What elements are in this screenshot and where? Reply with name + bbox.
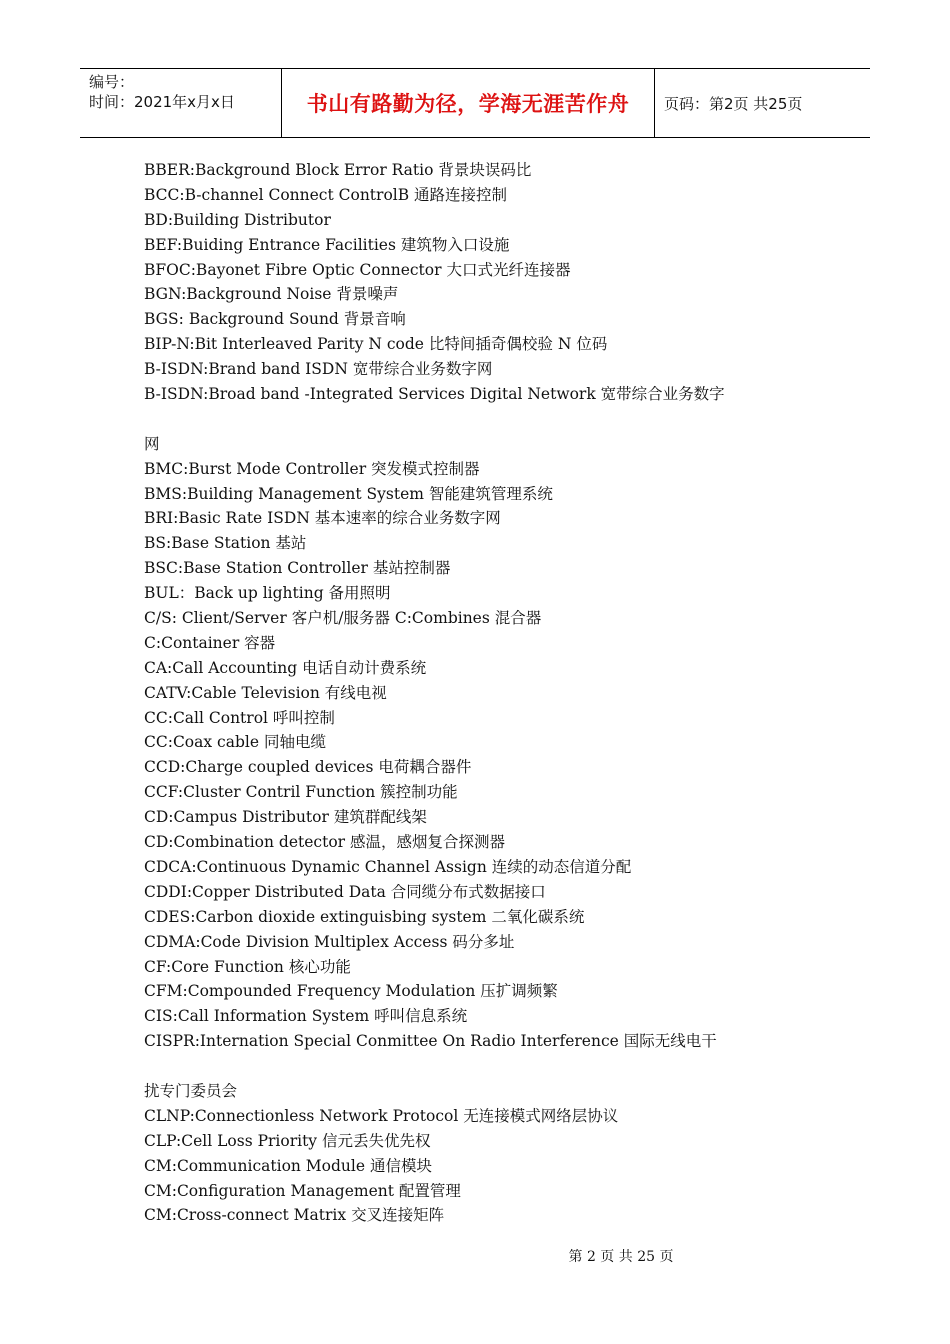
glossary-entry: BIP-N:Bit Interleaved Parity N code 比特间插奇偶校验 N 位码 xyxy=(144,335,608,354)
glossary-entry: CDMA:Code Division Multiplex Access 码分多址 xyxy=(144,932,515,951)
glossary-entry: BUL：Back up lighting 备用照明 xyxy=(144,584,391,603)
glossary-entry: CATV:Cable Television 有线电视 xyxy=(144,683,387,702)
glossary-entry: C/S: Client/Server 客户机/服务器 C:Combines 混合器 xyxy=(144,609,542,628)
glossary-entry: BGN:Background Noise 背景噪声 xyxy=(144,285,399,304)
glossary-entry: CLP:Cell Loss Priority 信元丢失优先权 xyxy=(144,1131,431,1150)
glossary-entry: BBER:Background Block Error Ratio 背景块误码比 xyxy=(144,161,532,179)
glossary-entry: CIS:Call Information System 呼叫信息系统 xyxy=(144,1007,468,1026)
glossary-entry: BGS: Background Sound 背景音响 xyxy=(144,310,406,329)
header-right-cell xyxy=(655,69,870,137)
glossary-entry: CM:Configuration Management 配置管理 xyxy=(144,1181,461,1200)
glossary-entry: CM:Communication Module 通信模块 xyxy=(144,1156,432,1175)
page-info: 页码：第2页 共25页 xyxy=(664,94,803,113)
glossary-entry: BS:Base Station 基站 xyxy=(144,534,307,553)
glossary-entry: C:Container 容器 xyxy=(144,633,276,652)
blank-line xyxy=(144,1054,764,1079)
glossary-entry: BMS:Building Management System 智能建筑管理系统 xyxy=(144,484,553,503)
header-left-cell xyxy=(80,69,282,137)
glossary-body xyxy=(144,158,764,1228)
glossary-entry: CDES:Carbon dioxide extinguisbing system 二氧化碳系统 xyxy=(144,907,585,926)
header-motto-cell xyxy=(282,69,655,137)
glossary-entry: CD:Combination detector 感温，感烟复合探测器 xyxy=(144,833,506,852)
glossary-entry: BD:Building Distributor xyxy=(144,210,331,229)
glossary-entry: B-ISDN:Broad band -Integrated Services Digital Network 宽带综合业务数字 xyxy=(144,385,725,404)
glossary-entry: BMC:Burst Mode Controller 突发模式控制器 xyxy=(144,459,480,478)
glossary-entry: CD:Campus Distributor 建筑群配线架 xyxy=(144,808,427,827)
glossary-entry: CF:Core Function 核心功能 xyxy=(144,957,351,976)
glossary-entry: CA:Call Accounting 电话自动计费系统 xyxy=(144,658,427,677)
glossary-entry: CC:Call Control 呼叫控制 xyxy=(144,708,335,727)
glossary-entry: CISPR:Internation Special Conmittee On Radio Interference 国际无线电干 xyxy=(144,1032,717,1051)
glossary-entry: CCF:Cluster Contril Function 簇控制功能 xyxy=(144,783,458,802)
glossary-entry: BFOC:Bayonet Fibre Optic Connector 大口式光纤连接器 xyxy=(144,260,571,279)
glossary-entry: BSC:Base Station Controller 基站控制器 xyxy=(144,559,451,578)
glossary-entry: BRI:Basic Rate ISDN 基本速率的综合业务数字网 xyxy=(144,509,501,528)
glossary-entry: CM:Cross-connect Matrix 交叉连接矩阵 xyxy=(144,1206,445,1225)
glossary-entry: CFM:Compounded Frequency Modulation 压扩调频繁 xyxy=(144,982,558,1001)
glossary-entry: CC:Coax cable 同轴电缆 xyxy=(144,733,326,752)
glossary-entry: 扰专门委员会 xyxy=(144,1081,238,1100)
glossary-entry: CLNP:Connectionless Network Protocol 无连接模式网络层协议 xyxy=(144,1106,619,1125)
blank-line xyxy=(144,407,764,432)
motto-text: 书山有路勤为径，学海无涯苦作舟 xyxy=(306,92,630,116)
glossary-entry: BCC:B-channel Connect ControlB 通路连接控制 xyxy=(144,185,508,204)
footer-page-number: 第 2 页 共 25 页 xyxy=(568,1249,674,1265)
glossary-entry: B-ISDN:Brand band ISDN 宽带综合业务数字网 xyxy=(144,360,493,379)
page-header xyxy=(80,68,870,138)
page-footer xyxy=(0,1246,950,1266)
glossary-entry: CDDI:Copper Distributed Data 合同缆分布式数据接口 xyxy=(144,882,546,901)
glossary-entry: CCD:Charge coupled devices 电荷耦合器件 xyxy=(144,758,472,777)
glossary-entry: BEF:Buiding Entrance Facilities 建筑物入口设施 xyxy=(144,235,510,254)
glossary-entry: CDCA:Continuous Dynamic Channel Assign 连续的动态信道分配 xyxy=(144,857,632,876)
date-label: 时间：2021年x月x日 xyxy=(89,93,235,111)
glossary-entry: 网 xyxy=(144,434,160,453)
number-label: 编号： xyxy=(89,73,135,91)
